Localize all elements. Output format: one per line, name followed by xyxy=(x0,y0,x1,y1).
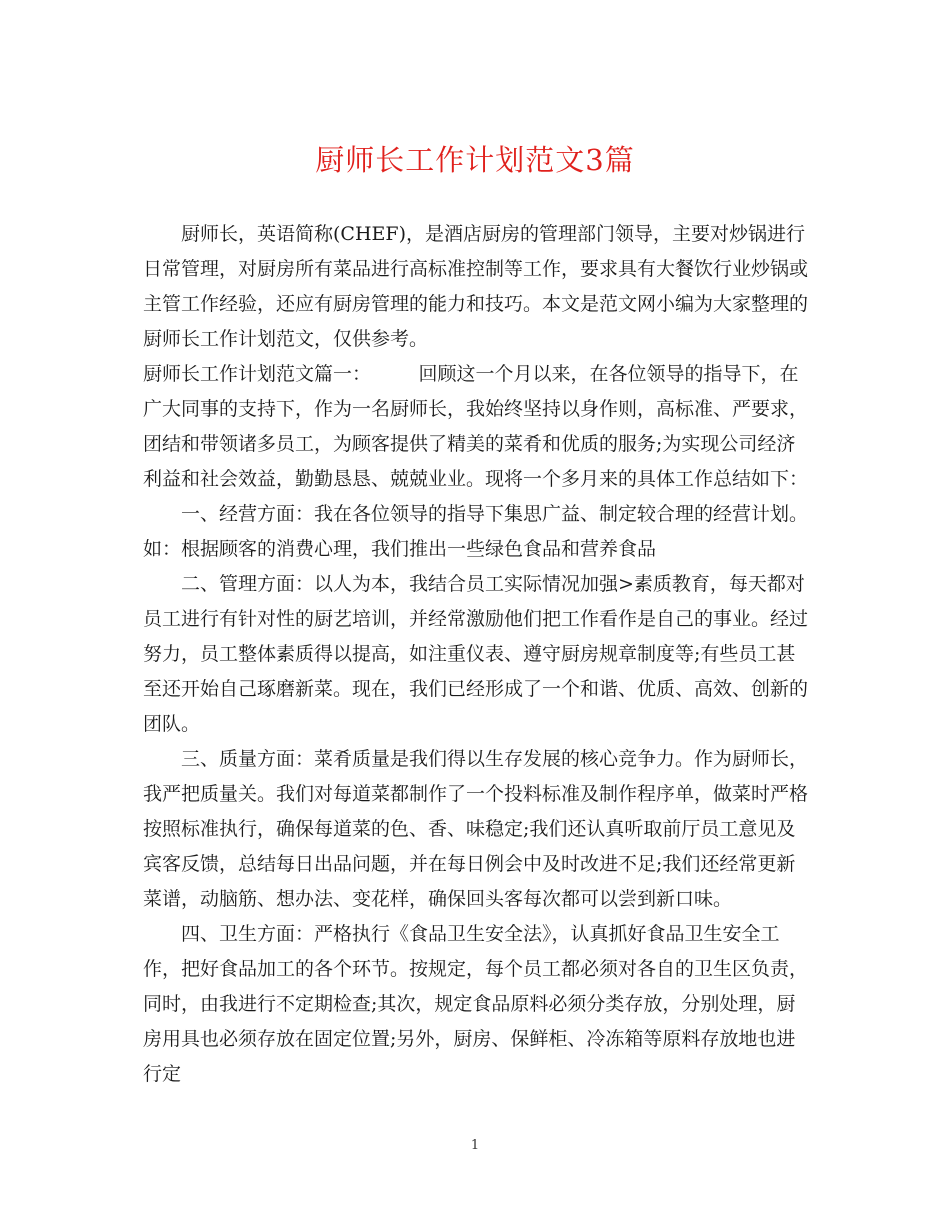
page-number: 1 xyxy=(470,1138,480,1153)
management-paragraph: 二、管理方面：以人为本，我结合员工实际情况加强>素质教育，每天都对员工进行有针对性的厨艺培训，并经常激励他们把工作看作是自己的事业。经过努力，员工整体素质得以提高，如注重仪表、遵守厨房规章制度等;有些员工甚至还开始自己琢磨新菜。现在，我们已经形成了一个和谐、优质、高效、创新的团队。 xyxy=(143,573,809,735)
section-one-paragraph: 厨师长工作计划范文篇一： 回顾这一个月以来，在各位领导的指导下，在广大同事的支持下，作为一名厨师长，我始终坚持以身作则，高标准、严要求，团结和带领诸多员工，为顾客提供了精美的菜肴和优质的服务;为实现公司经济利益和社会效益，勤勤恳恳、兢兢业业。现将一个多月来的具体工作总结如下： xyxy=(143,363,809,490)
document-title: 厨师长工作计划范文3篇 xyxy=(315,143,635,177)
hygiene-paragraph: 四、卫生方面：严格执行《食品卫生安全法》，认真抓好食品卫生安全工作，把好食品加工的各个环节。按规定，每个员工都必须对各自的卫生区负责，同时，由我进行不定期检查;其次，规定食品原料必须分类存放，分别处理，厨房用具也必须存放在固定位置;另外，厨房、保鲜柜、冷冻箱等原料存放地也进行定 xyxy=(143,923,809,1085)
business-paragraph: 一、经营方面：我在各位领导的指导下集思广益、制定较合理的经营计划。如：根据顾客的消费心理，我们推出一些绿色食品和营养食品 xyxy=(143,503,809,560)
intro-paragraph: 厨师长，英语简称(CHEF)，是酒店厨房的管理部门领导，主要对炒锅进行日常管理，对厨房所有菜品进行高标准控制等工作，要求具有大餐饮行业炒锅或主管工作经验，还应有厨房管理的能力和技巧。本文是范文网小编为大家整理的厨师长工作计划范文，仅供参考。 xyxy=(143,223,809,350)
quality-paragraph: 三、质量方面：菜肴质量是我们得以生存发展的核心竞争力。作为厨师长，我严把质量关。我们对每道菜都制作了一个投料标准及制作程序单，做菜时严格按照标准执行，确保每道菜的色、香、味稳定;我们还认真听取前厅员工意见及宾客反馈，总结每日出品问题，并在每日例会中及时改进不足;我们还经常更新菜谱，动脑筋、想办法、变花样，确保回头客每次都可以尝到新口味。 xyxy=(143,748,809,910)
document-body xyxy=(143,217,813,1092)
